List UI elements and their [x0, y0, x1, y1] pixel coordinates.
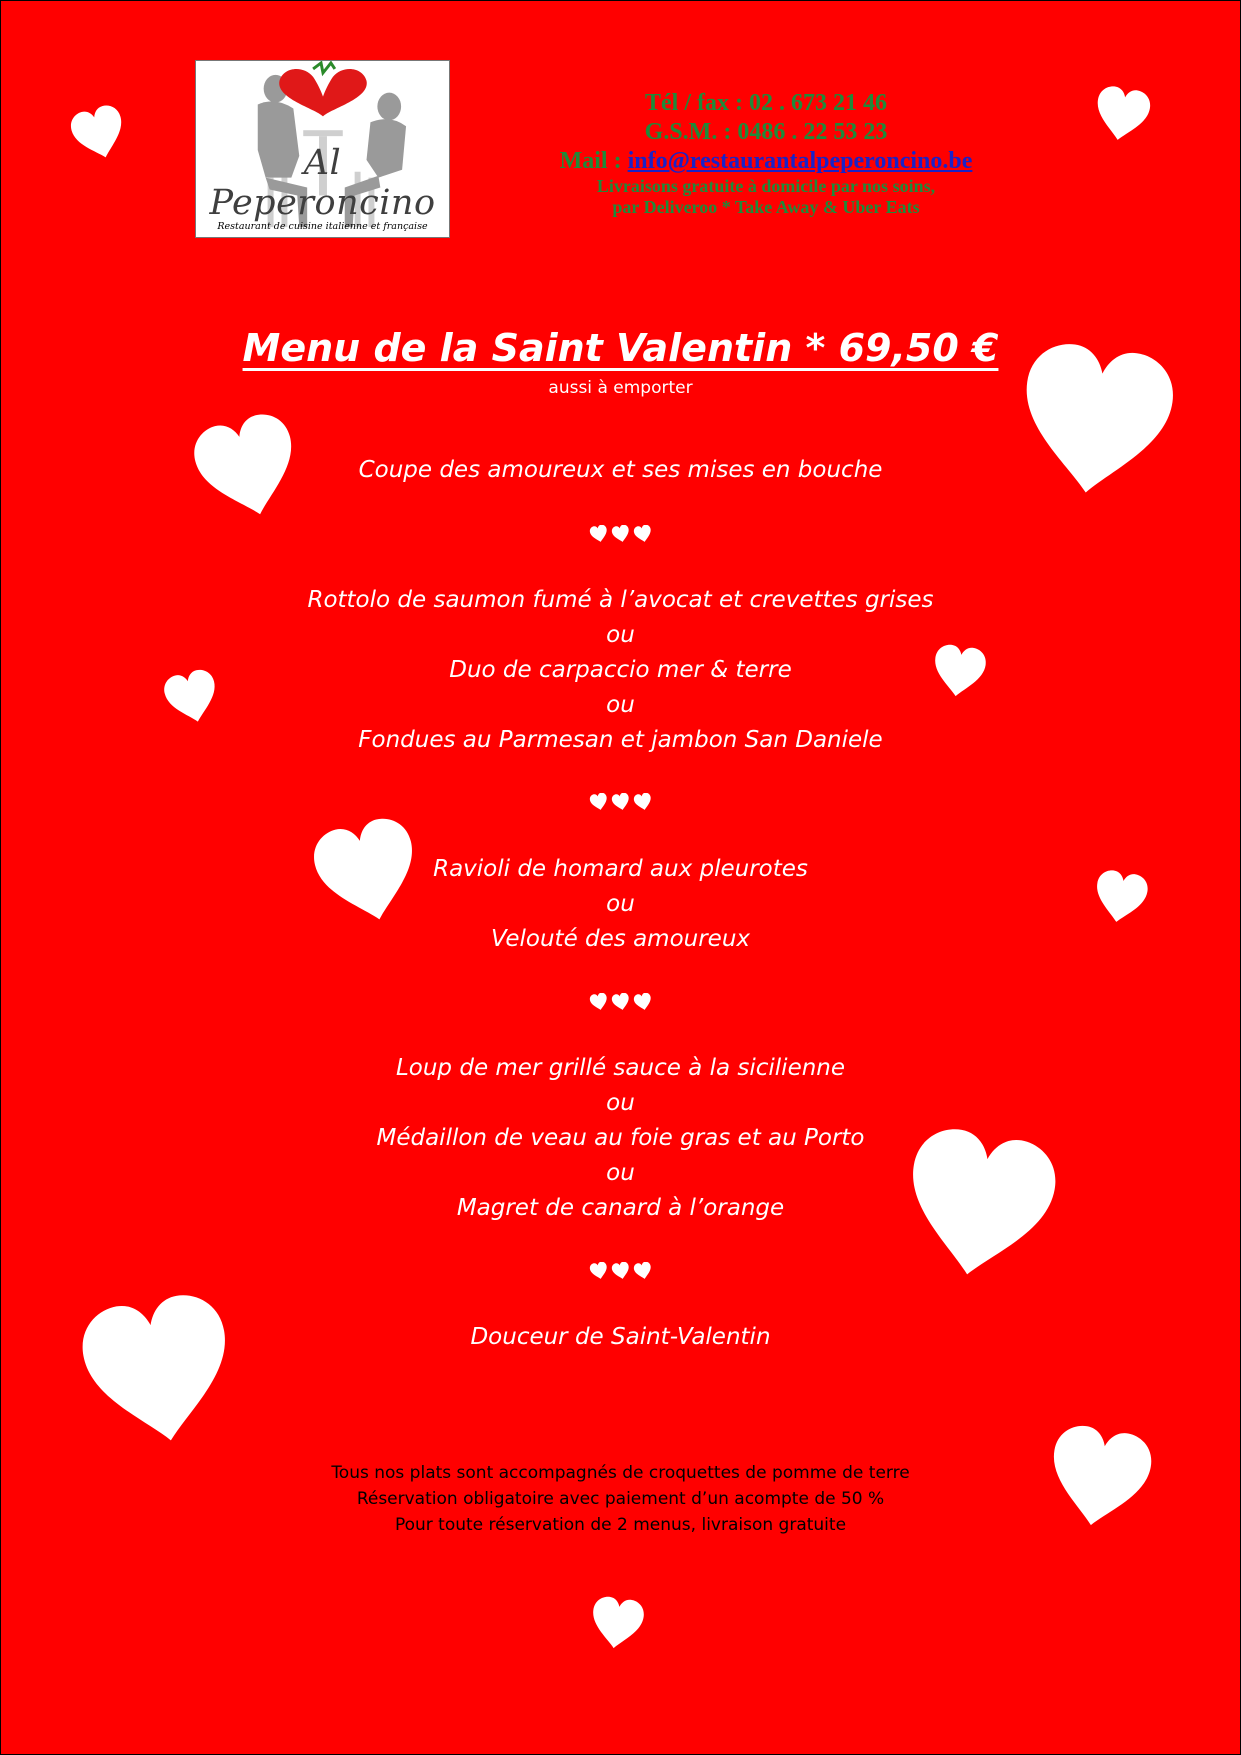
mail-label: Mail : — [559, 148, 628, 174]
delivery-line-1: Livraisons gratuite à domicile par nos soins, — [596, 176, 936, 196]
heart-icon — [633, 993, 653, 1011]
or-text: ou — [606, 1090, 635, 1116]
logo-tagline: Restaurant de cuisine italienne et française — [217, 221, 428, 232]
heart-separator — [1, 993, 1240, 1015]
delivery-line-2: par Deliveroo * Take Away & Uber Eats — [612, 197, 920, 217]
heart-icon — [633, 525, 653, 543]
heart-icon — [633, 793, 653, 811]
heart-icon — [589, 793, 609, 811]
logo-name: Al Peperoncino — [209, 143, 436, 223]
contact-block — [541, 89, 991, 218]
heart-icon — [611, 1262, 631, 1280]
menu-subtitle: aussi à emporter — [548, 378, 693, 398]
heart-icon — [611, 525, 631, 543]
course-starter-3: Fondues au Parmesan et jambon San Daniele — [358, 727, 883, 753]
page-title — [1, 323, 1240, 373]
course-entree-2: Velouté des amoureux — [490, 926, 751, 952]
note-line: Pour toute réservation de 2 menus, livraison gratuite — [394, 1515, 847, 1535]
course-dessert: Douceur de Saint-Valentin — [470, 1324, 771, 1350]
phone-text: Tél / fax : 02 . 673 21 46 — [645, 90, 887, 116]
heart-icon — [611, 993, 631, 1011]
course-starter-2: Duo de carpaccio mer & terre — [449, 657, 792, 683]
heart-icon — [589, 993, 609, 1011]
course-starter-1: Rottolo de saumon fumé à l’avocat et crevettes grises — [307, 587, 934, 613]
restaurant-logo — [195, 60, 450, 238]
or-text: ou — [606, 891, 635, 917]
heart-icon — [589, 1262, 609, 1280]
heart-separator — [1, 525, 1240, 547]
or-text: ou — [606, 622, 635, 648]
or-text: ou — [606, 692, 635, 718]
heart-icon — [633, 1262, 653, 1280]
heart-icon — [71, 107, 127, 161]
heart-separator — [1, 793, 1240, 815]
heart-icon — [79, 1297, 239, 1449]
course-aperitif: Coupe des amoureux et ses mises en bouche — [358, 457, 883, 483]
mail-line — [541, 147, 991, 176]
course-main-1: Loup de mer grillé sauce à la sicilienne — [395, 1055, 846, 1081]
email-link[interactable]: info@restaurantalpeperoncino.be — [627, 148, 973, 174]
or-text: ou — [606, 1160, 635, 1186]
footer-notes — [1, 1460, 1240, 1538]
menu-title: Menu de la Saint Valentin * 69,50 € — [242, 326, 999, 370]
course-entree-1: Ravioli de homard aux pleurotes — [433, 856, 808, 882]
note-line: Tous nos plats sont accompagnés de croquettes de pomme de terre — [331, 1463, 910, 1483]
gsm-text: G.S.M. : 0486 . 22 53 23 — [644, 119, 888, 145]
heart-icon — [589, 1597, 645, 1651]
course-main-3: Magret de canard à l’orange — [456, 1195, 785, 1221]
heart-icon — [589, 525, 609, 543]
heart-separator — [1, 1262, 1240, 1284]
course-main-2: Médaillon de veau au foie gras et au Porto — [376, 1125, 865, 1151]
heart-icon — [1093, 87, 1151, 143]
heart-icon — [611, 793, 631, 811]
note-line: Réservation obligatoire avec paiement d’un acompte de 50 % — [356, 1489, 885, 1509]
